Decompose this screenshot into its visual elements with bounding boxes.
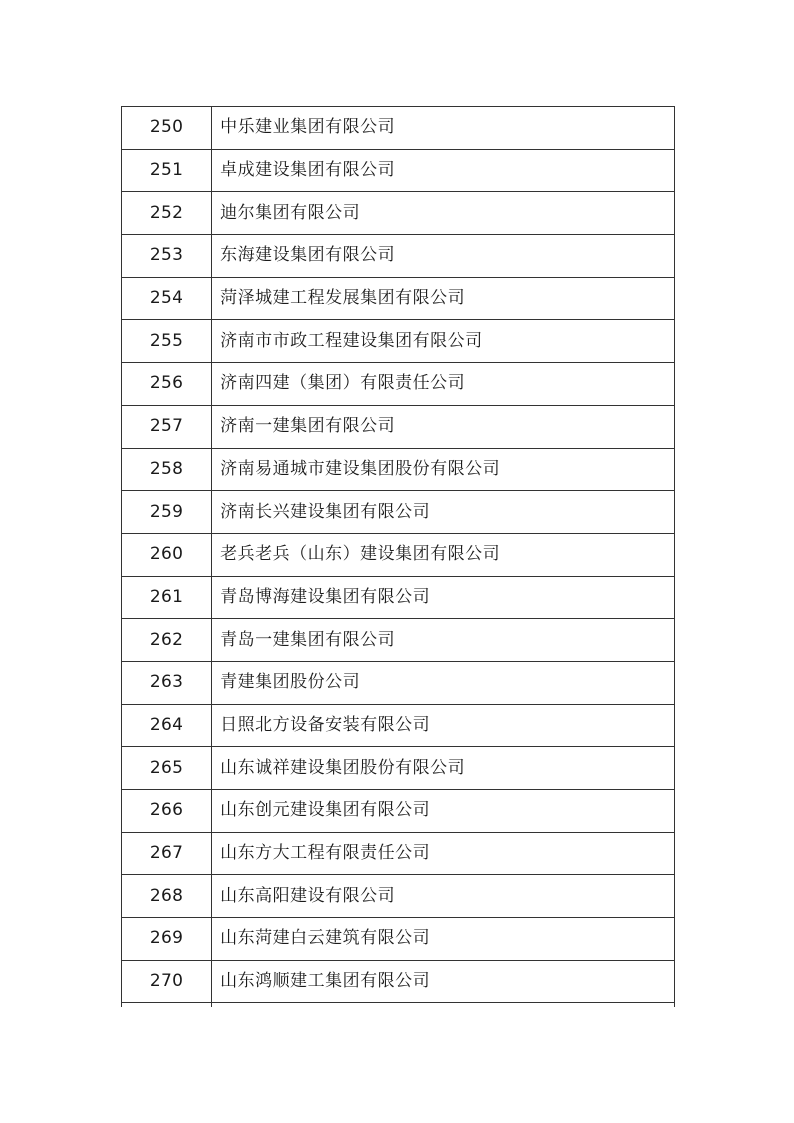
row-number: 269	[122, 918, 212, 961]
row-number: 266	[122, 790, 212, 833]
row-number: 263	[122, 661, 212, 704]
table-row	[122, 448, 675, 491]
row-number: 260	[122, 533, 212, 576]
company-name: 日照北方设备安装有限公司	[212, 704, 675, 747]
table-row	[122, 192, 675, 235]
company-name: 山东菏建白云建筑有限公司	[212, 918, 675, 961]
company-name: 济南长兴建设集团有限公司	[212, 491, 675, 534]
table-row	[122, 790, 675, 833]
table-row	[122, 960, 675, 1003]
company-name: 中乐建业集团有限公司	[212, 107, 675, 150]
row-number: 265	[122, 747, 212, 790]
table-row	[122, 405, 675, 448]
table-row	[122, 747, 675, 790]
row-number: 268	[122, 875, 212, 918]
row-number: 262	[122, 619, 212, 662]
row-number: 258	[122, 448, 212, 491]
company-name: 山东方大工程有限责任公司	[212, 832, 675, 875]
company-list-table	[121, 106, 675, 1003]
company-name: 迪尔集团有限公司	[212, 192, 675, 235]
company-name: 卓成建设集团有限公司	[212, 149, 675, 192]
row-number: 270	[122, 960, 212, 1003]
company-name: 济南易通城市建设集团股份有限公司	[212, 448, 675, 491]
company-name: 济南一建集团有限公司	[212, 405, 675, 448]
company-name: 老兵老兵（山东）建设集团有限公司	[212, 533, 675, 576]
row-number: 256	[122, 363, 212, 406]
company-name: 青岛博海建设集团有限公司	[212, 576, 675, 619]
company-name: 青建集团股份公司	[212, 661, 675, 704]
company-name: 青岛一建集团有限公司	[212, 619, 675, 662]
table-continuation-line-right	[674, 1003, 675, 1007]
company-name: 菏泽城建工程发展集团有限公司	[212, 277, 675, 320]
table-continuation-line-middle	[211, 1003, 212, 1007]
row-number: 259	[122, 491, 212, 534]
table-row	[122, 533, 675, 576]
table-row	[122, 235, 675, 278]
table-row	[122, 704, 675, 747]
table-row	[122, 491, 675, 534]
row-number: 251	[122, 149, 212, 192]
row-number: 250	[122, 107, 212, 150]
table-row	[122, 149, 675, 192]
row-number: 264	[122, 704, 212, 747]
company-name: 济南市市政工程建设集团有限公司	[212, 320, 675, 363]
company-name: 济南四建（集团）有限责任公司	[212, 363, 675, 406]
table-row	[122, 875, 675, 918]
company-name: 山东诚祥建设集团股份有限公司	[212, 747, 675, 790]
table-row	[122, 277, 675, 320]
table-row	[122, 619, 675, 662]
table-row	[122, 363, 675, 406]
row-number: 253	[122, 235, 212, 278]
table-row	[122, 107, 675, 150]
company-name: 东海建设集团有限公司	[212, 235, 675, 278]
table-row	[122, 661, 675, 704]
table-row	[122, 918, 675, 961]
row-number: 257	[122, 405, 212, 448]
company-name: 山东鸿顺建工集团有限公司	[212, 960, 675, 1003]
company-list-body	[122, 107, 675, 1003]
row-number: 254	[122, 277, 212, 320]
row-number: 255	[122, 320, 212, 363]
row-number: 267	[122, 832, 212, 875]
table-continuation-line-left	[121, 1003, 122, 1007]
company-name: 山东创元建设集团有限公司	[212, 790, 675, 833]
table-row	[122, 320, 675, 363]
table-row	[122, 832, 675, 875]
row-number: 261	[122, 576, 212, 619]
company-name: 山东高阳建设有限公司	[212, 875, 675, 918]
row-number: 252	[122, 192, 212, 235]
table-row	[122, 576, 675, 619]
